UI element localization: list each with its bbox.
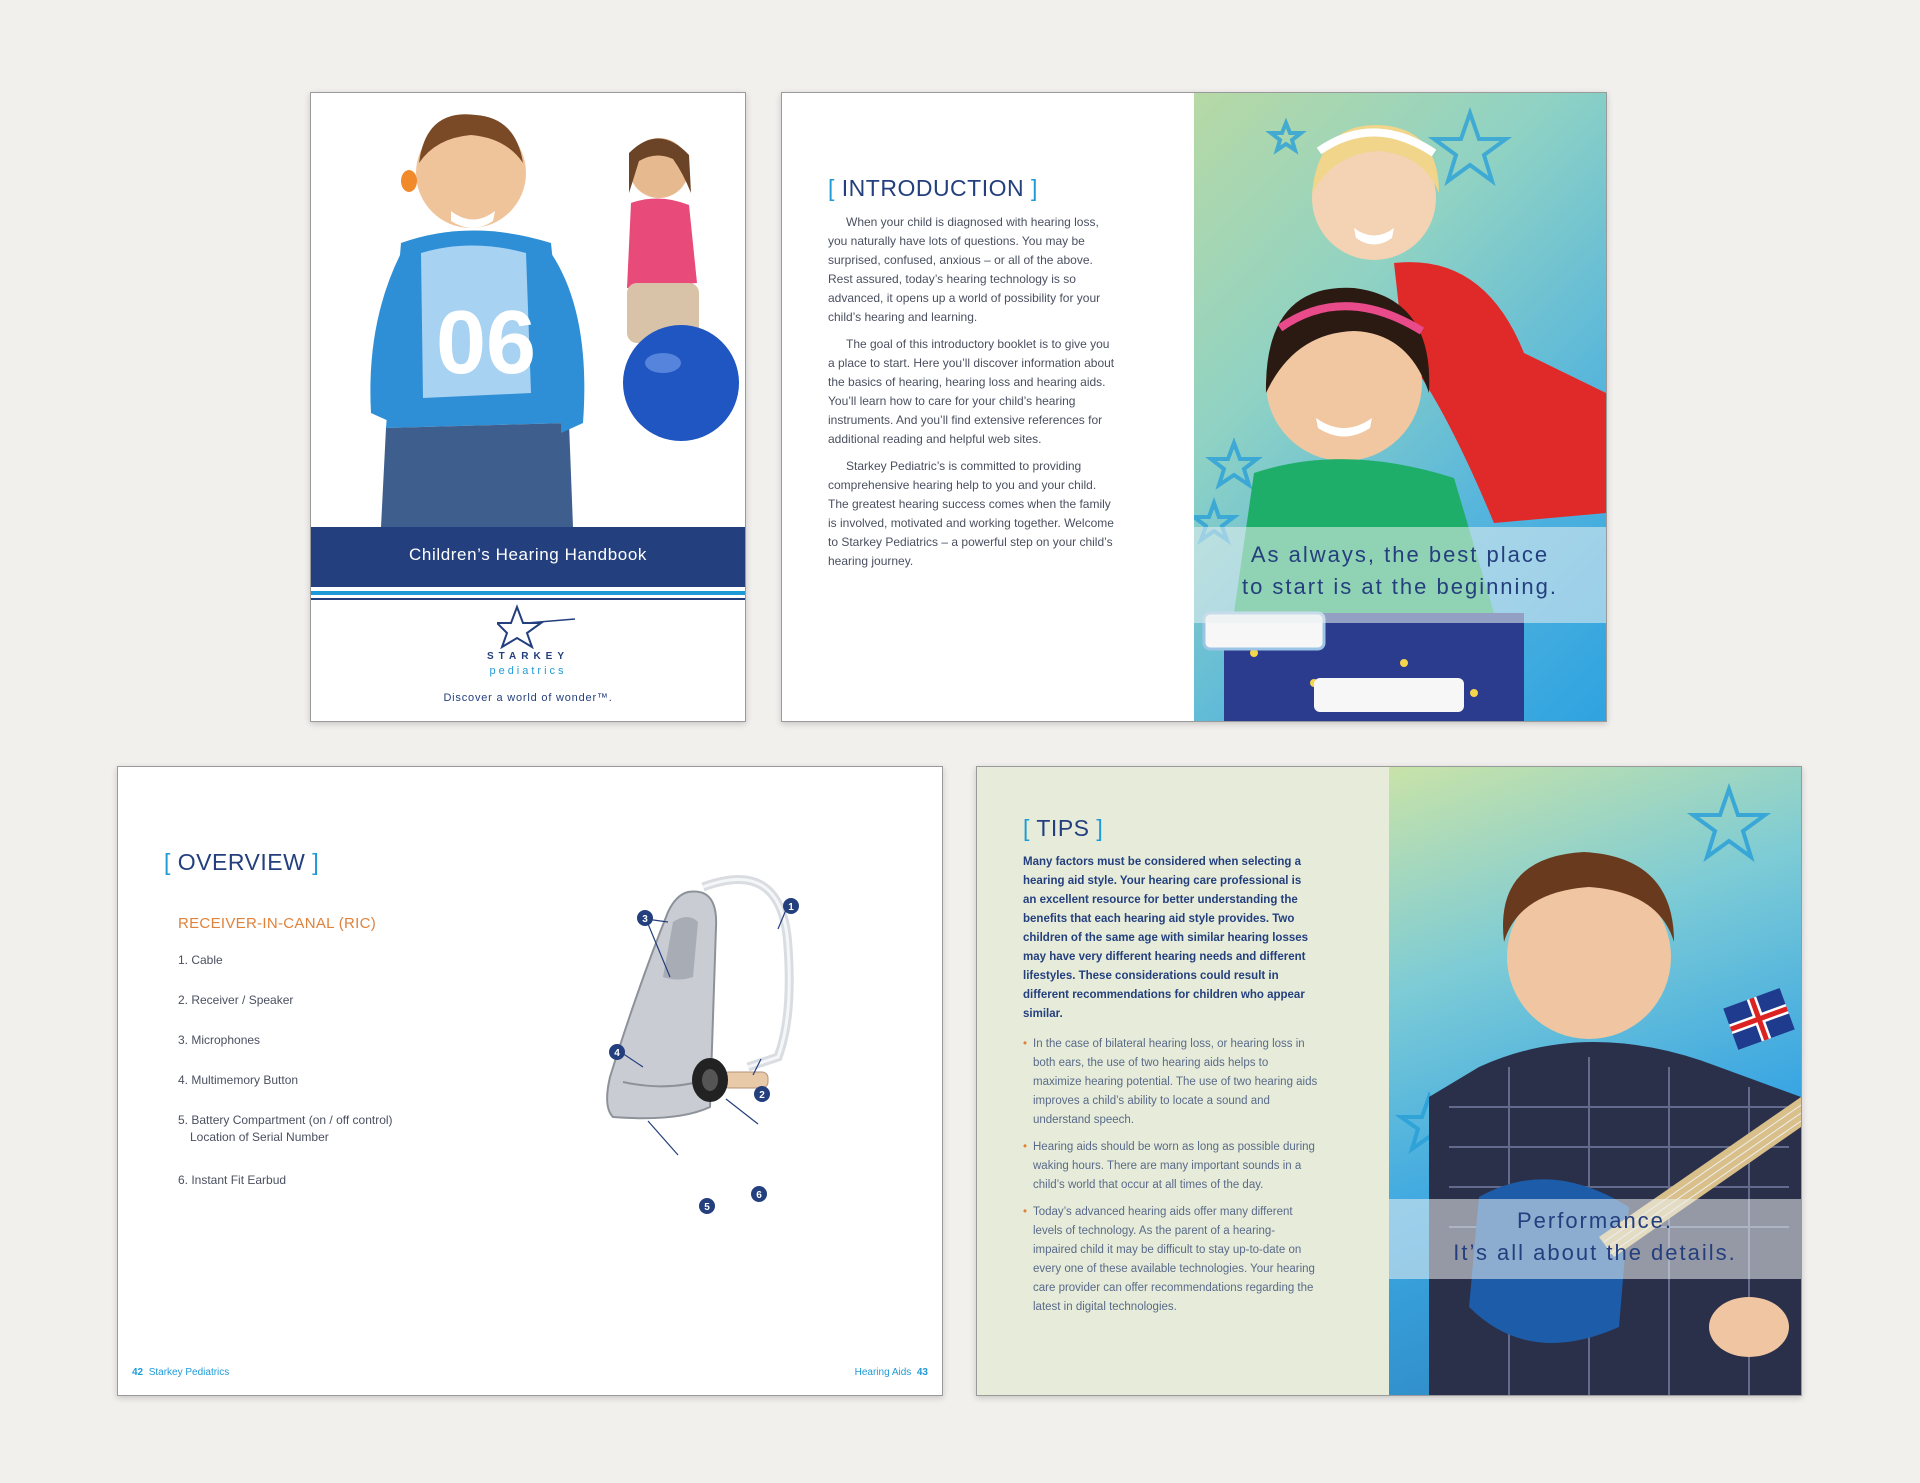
component-list bbox=[178, 953, 478, 1213]
tips-lead-paragraph: Many factors must be considered when selecting a hearing aid style. Your hearing care professional is an excellent resource for better understanding the benefits that each hearing aid style provides. Two children of the same age with similar hearing losses may have very different hearing needs and different lifestyles. These considerations could result in different recommendations for children who appear similar. bbox=[1023, 856, 1309, 1020]
bullet-icon: • bbox=[1023, 1141, 1028, 1153]
tips-bullet-text: Today’s advanced hearing aids offer many different levels of technology. As the parent of a hearing-impaired child it may be difficult to stay up-to-date on every one of these available technologies. Your hearing care provider can offer recommendations regarding the latest in digital technologies. bbox=[1033, 1206, 1315, 1313]
overview-spread bbox=[117, 766, 943, 1396]
component-item: 4. Multimemory Button bbox=[178, 1073, 299, 1087]
svg-text:06: 06 bbox=[436, 293, 537, 393]
callout-marker bbox=[608, 1043, 626, 1066]
tips-bullet-item bbox=[1023, 1035, 1319, 1130]
callout-marker bbox=[782, 897, 800, 920]
brand-wordmark: STARKEY bbox=[486, 651, 570, 662]
cover-rule-navy bbox=[311, 598, 745, 600]
cover-tagline: Discover a world of wonder™. bbox=[443, 692, 613, 704]
brand-subtitle: pediatrics bbox=[489, 665, 567, 677]
introduction-heading: [ INTRODUCTION ] bbox=[828, 175, 1038, 201]
tips-heading: [ TIPS ] bbox=[1023, 815, 1104, 841]
callout-number: 3 bbox=[642, 914, 648, 925]
callout-marker bbox=[750, 1185, 768, 1208]
callout-number: 4 bbox=[614, 1048, 620, 1059]
cover-photo-children bbox=[311, 93, 745, 527]
callout-number: 5 bbox=[704, 1202, 710, 1213]
tips-spread bbox=[976, 766, 1802, 1396]
star-logo-icon bbox=[497, 603, 577, 649]
component-item: 5. Battery Compartment (on / off control) bbox=[178, 1113, 393, 1127]
callout-number: 6 bbox=[756, 1190, 762, 1201]
component-item-note: Location of Serial Number bbox=[190, 1130, 329, 1144]
tips-bullet-item bbox=[1023, 1203, 1319, 1317]
tips-quote-band bbox=[1389, 1199, 1801, 1279]
bullet-icon: • bbox=[1023, 1206, 1028, 1218]
component-item: 1. Cable bbox=[178, 953, 223, 967]
tips-bullet-text: Hearing aids should be worn as long as possible during waking hours. There are many important sounds in a child’s world that occur at all times of the day. bbox=[1033, 1141, 1315, 1191]
bullet-icon: • bbox=[1023, 1038, 1028, 1050]
component-item: 3. Microphones bbox=[178, 1033, 261, 1047]
tips-page bbox=[977, 767, 1389, 1395]
handbook-cover bbox=[310, 92, 746, 722]
introduction-page bbox=[782, 93, 1194, 721]
folio-left bbox=[132, 1367, 229, 1378]
introduction-quote-line: to start is at the beginning. bbox=[1241, 574, 1559, 599]
folio-text: Starkey Pediatrics bbox=[148, 1367, 230, 1378]
tips-photo bbox=[1389, 767, 1801, 1395]
intro-paragraph: Starkey Pediatric’s is committed to providing comprehensive hearing help to you and your child. The greatest hearing success comes when the family is involved, motivated and working together. Welcome to Starkey Pediatrics – a powerful step on your child’s hearing journey. bbox=[828, 459, 1114, 568]
folio-text: Hearing Aids bbox=[854, 1367, 912, 1378]
page-number: 42 bbox=[132, 1367, 144, 1378]
component-item: 6. Instant Fit Earbud bbox=[178, 1173, 287, 1187]
callout-marker bbox=[636, 909, 654, 932]
page-number: 43 bbox=[916, 1367, 928, 1378]
intro-paragraph: When your child is diagnosed with hearing loss, you naturally have lots of questions. You may be surprised, confused, anxious – or all of the above. Rest assured, today’s hearing technology is so advanced, it opens up a world of possibility for your child’s hearing and learning. bbox=[828, 215, 1101, 324]
component-item-battery bbox=[178, 1113, 478, 1173]
tips-bullet-item bbox=[1023, 1138, 1319, 1195]
introduction-spread bbox=[781, 92, 1607, 722]
introduction-quote-line: As always, the best place bbox=[1250, 542, 1550, 567]
folio-right bbox=[855, 1367, 928, 1378]
callout-marker bbox=[753, 1085, 771, 1108]
introduction-body bbox=[828, 213, 1118, 579]
tips-bullet-text: In the case of bilateral hearing loss, or hearing loss in both ears, the use of two hearing aids helps to maximize hearing potential. The use of two hearing aids improves a child’s ability to locate a sound and understand speech. bbox=[1033, 1038, 1318, 1126]
introduction-quote-band bbox=[1194, 527, 1606, 623]
cover-rule-cyan bbox=[311, 591, 745, 595]
cover-title: Children’s Hearing Handbook bbox=[409, 545, 647, 564]
cover-title-band bbox=[311, 527, 745, 587]
tips-bullet-list bbox=[1023, 1035, 1319, 1325]
introduction-photo bbox=[1194, 93, 1606, 721]
overview-subheading: RECEIVER-IN-CANAL (RIC) bbox=[178, 915, 377, 932]
tips-quote-line: It’s all about the details. bbox=[1453, 1240, 1737, 1265]
intro-paragraph: The goal of this introductory booklet is to give you a place to start. Here you’ll discover information about the basics of hearing, hearing loss and hearing aids. You’ll learn how to care for your child’s hearing instruments. And you’ll find extensive references for additional reading and helpful web sites. bbox=[828, 337, 1115, 446]
component-item: 2. Receiver / Speaker bbox=[178, 993, 294, 1007]
tips-quote-line: Performance. bbox=[1516, 1208, 1674, 1233]
callout-marker bbox=[698, 1197, 716, 1220]
callout-number: 2 bbox=[759, 1090, 765, 1101]
overview-heading: [ OVERVIEW ] bbox=[164, 849, 320, 875]
callout-number: 1 bbox=[788, 902, 794, 913]
